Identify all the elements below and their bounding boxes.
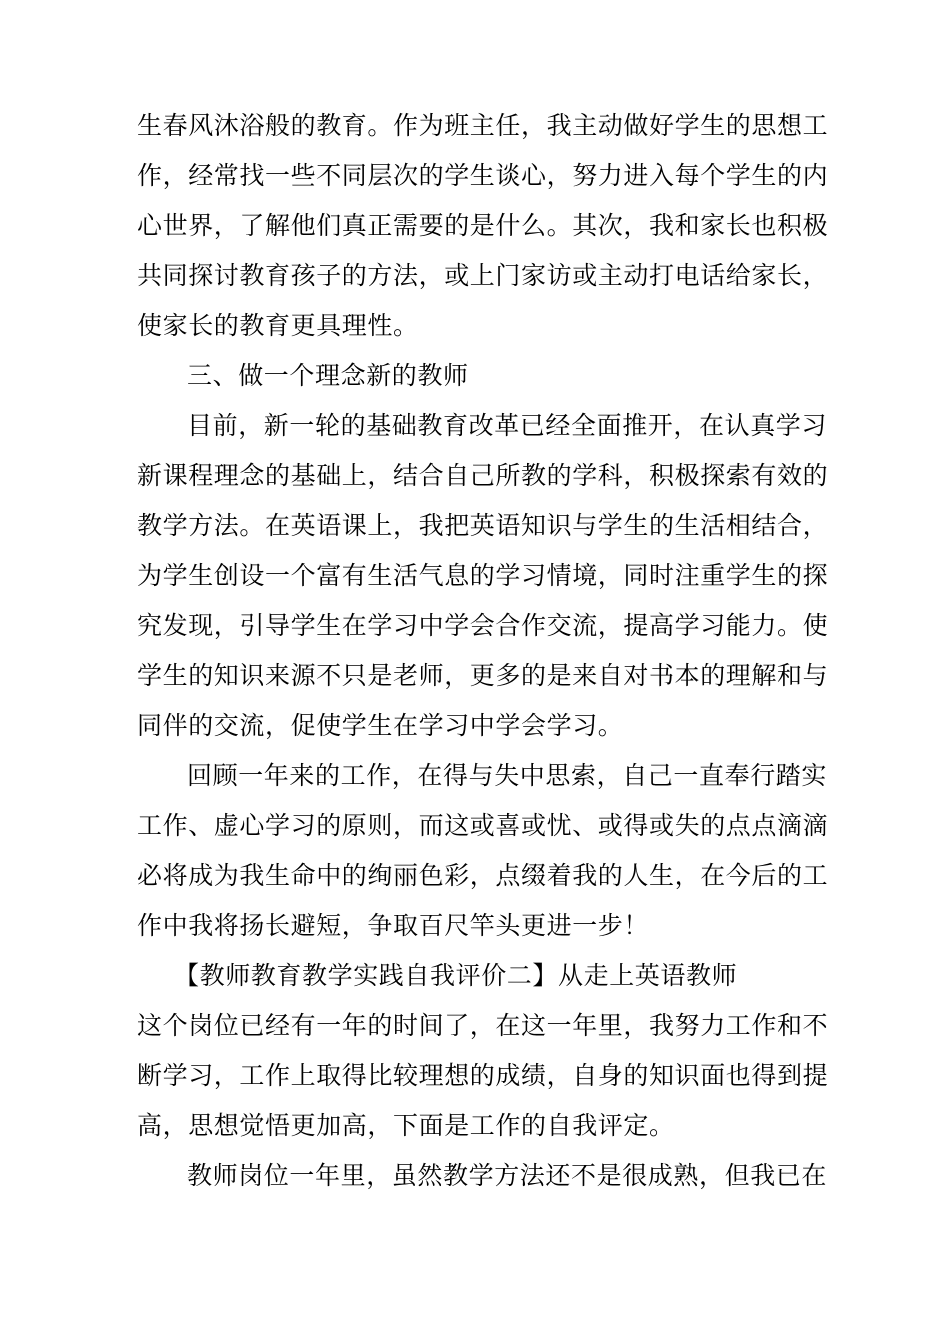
text-line: 作中我将扬长避短，争取百尺竿头更进一步！: [137, 911, 650, 940]
text-line: 这个岗位已经有一年的时间了，在这一年里，我努力工作和不: [137, 1011, 829, 1040]
text-line: 高，思想觉悟更加高，下面是工作的自我评定。: [137, 1111, 675, 1140]
paragraph-start: 目前，新一轮的基础教育改革已经全面推开，在认真学习: [187, 411, 828, 440]
text-line: 为学生创设一个富有生活气息的学习情境，同时注重学生的探: [137, 561, 829, 590]
text-line: 教学方法。在英语课上，我把英语知识与学生的生活相结合，: [137, 511, 829, 540]
text-line: 生春风沐浴般的教育。作为班主任，我主动做好学生的思想工: [137, 111, 829, 140]
paragraph-start: 回顾一年来的工作，在得与失中思索，自己一直奉行踏实: [187, 761, 828, 790]
paragraph-start: 教师岗位一年里，虽然教学方法还不是很成熟，但我已在: [187, 1161, 828, 1190]
text-line: 共同探讨教育孩子的方法，或上门家访或主动打电话给家长，: [137, 261, 829, 290]
text-line: 作，经常找一些不同层次的学生谈心，努力进入每个学生的内: [137, 161, 829, 190]
text-line: 同伴的交流，促使学生在学习中学会学习。: [137, 711, 624, 740]
section-heading: 三、做一个理念新的教师: [187, 361, 469, 390]
text-line: 究发现，引导学生在学习中学会合作交流，提高学习能力。使: [137, 611, 829, 640]
text-line: 工作、虚心学习的原则，而这或喜或忧、或得或失的点点滴滴: [137, 811, 829, 840]
text-line: 新课程理念的基础上，结合自己所教的学科，积极探索有效的: [137, 461, 829, 490]
section-title: 【教师教育教学实践自我评价二】从走上英语教师: [174, 961, 738, 990]
text-line: 心世界，了解他们真正需要的是什么。其次，我和家长也积极: [137, 211, 829, 240]
text-line: 使家长的教育更具理性。: [137, 311, 419, 340]
text-line: 学生的知识来源不只是老师，更多的是来自对书本的理解和与: [137, 661, 829, 690]
text-line: 断学习，工作上取得比较理想的成绩，自身的知识面也得到提: [137, 1061, 829, 1090]
text-line: 必将成为我生命中的绚丽色彩，点缀着我的人生，在今后的工: [137, 861, 829, 890]
